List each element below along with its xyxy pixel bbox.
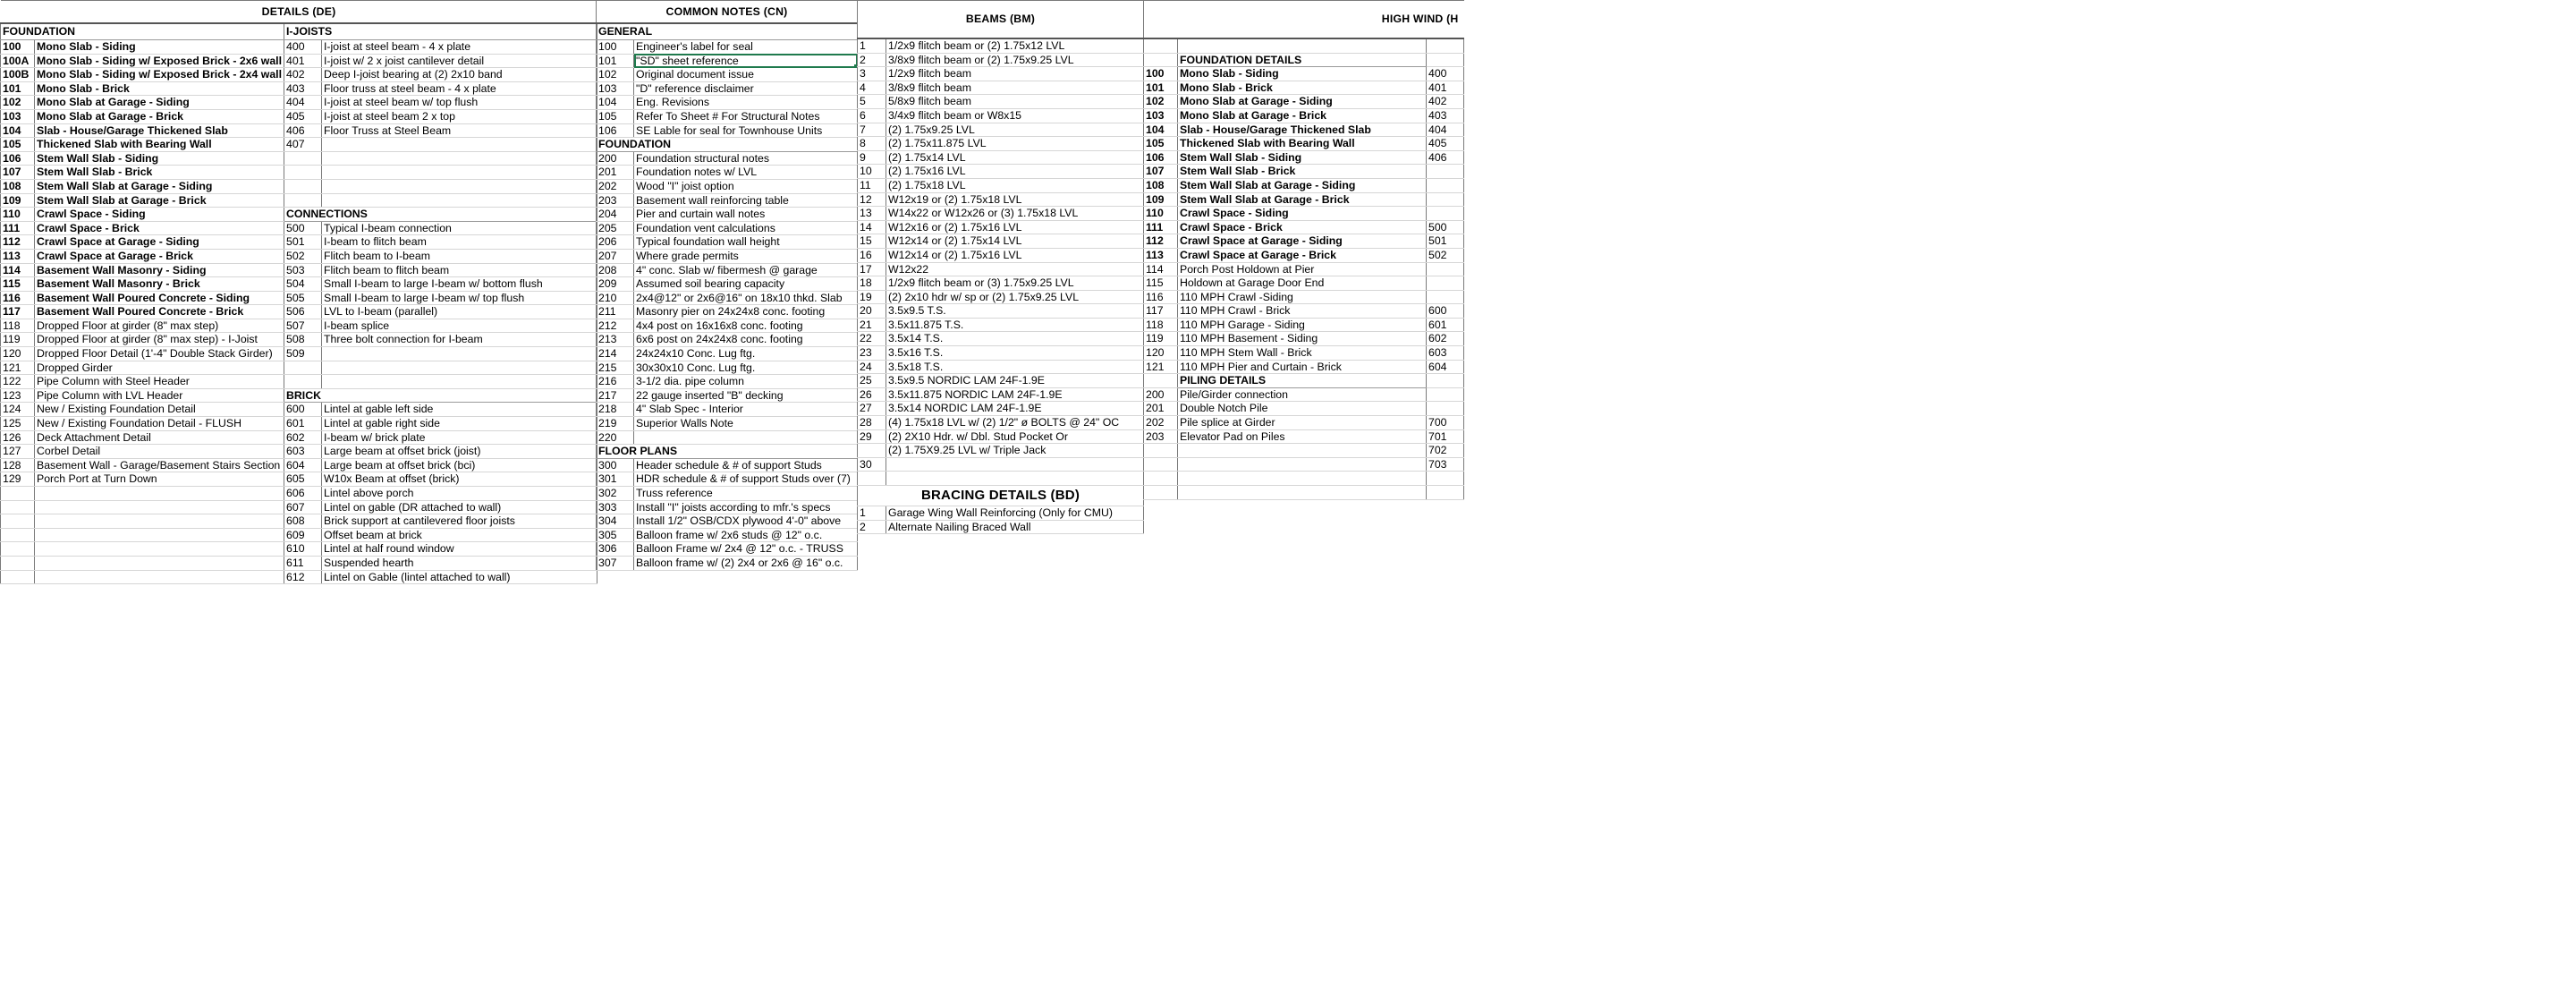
table-row: 201 Foundation notes w/ LVL xyxy=(597,166,858,180)
table-row: 24 3.5x18 T.S. xyxy=(858,360,1144,374)
table-row: 9 (2) 1.75x14 LVL xyxy=(858,150,1144,165)
table-row: 8 (2) 1.75x11.875 LVL xyxy=(858,137,1144,151)
table-row: 110 Crawl Space - Siding xyxy=(1144,207,1464,221)
table-row: BRACING DETAILS (BD) xyxy=(858,486,1144,506)
details-foundation-header: FOUNDATION xyxy=(1,23,284,40)
table-row: 609 Offset beam at brick xyxy=(1,528,597,542)
table-row: 120 Dropped Floor Detail (1'-4" Double Stack Girder) 509 xyxy=(1,347,597,361)
table-row: 109 Stem Wall Slab at Garage - Brick xyxy=(1,193,597,208)
table-row: PILING DETAILS xyxy=(1144,374,1464,388)
table-row: 302 Truss reference xyxy=(597,487,858,501)
table-row: 113 Crawl Space at Garage - Brick 502 Flitch beam to I-beam xyxy=(1,249,597,263)
table-row: 112 Crawl Space at Garage - Siding 501 I-beam to flitch beam xyxy=(1,235,597,250)
table-row: 126 Deck Attachment Detail 602 I-beam w/ brick plate xyxy=(1,430,597,445)
table-row: 101 Mono Slab - Brick 401 xyxy=(1144,81,1464,95)
table-row: 111 Crawl Space - Brick 500 Typical I-beam connection xyxy=(1,221,597,235)
table-row: 5 5/8x9 flitch beam xyxy=(858,95,1144,109)
table-row: 115 Holdown at Garage Door End xyxy=(1144,276,1464,291)
table-row: 106 Stem Wall Slab - Siding xyxy=(1,151,597,166)
table-row: 122 Pipe Column with Steel Header xyxy=(1,375,597,389)
beams-table xyxy=(857,0,1144,534)
table-row: 217 22 gauge inserted "B" decking xyxy=(597,388,858,403)
table-row: 100 Engineer's label for seal xyxy=(597,40,858,55)
details-column-group xyxy=(0,0,597,584)
table-row: 206 Typical foundation wall height xyxy=(597,235,858,250)
table-row: 200 Pile/Girder connection xyxy=(1144,387,1464,402)
table-row: 114 Basement Wall Masonry - Siding 503 Flitch beam to flitch beam xyxy=(1,263,597,277)
table-row: 1 Garage Wing Wall Reinforcing (Only for CMU) xyxy=(858,506,1144,521)
table-row: 218 4" Slab Spec - Interior xyxy=(597,403,858,417)
beams-column-group xyxy=(857,0,1144,534)
table-row: 102 Mono Slab at Garage - Siding 402 xyxy=(1144,95,1464,109)
table-row: 21 3.5x11.875 T.S. xyxy=(858,318,1144,332)
table-row: 306 Balloon Frame w/ 2x4 @ 12" o.c. - TRUSS xyxy=(597,542,858,557)
table-row: 27 3.5x14 NORDIC LAM 24F-1.9E xyxy=(858,402,1144,416)
table-row: 102 Original document issue xyxy=(597,68,858,82)
table-row: 220 xyxy=(597,430,858,445)
table-row: 100B Mono Slab - Siding w/ Exposed Brick - 2x4 wall 402 Deep I-joist bearing at (2) 2x10 band xyxy=(1,68,597,82)
table-row: 105 Refer To Sheet # For Structural Notes xyxy=(597,109,858,123)
table-row: 201 Double Notch Pile xyxy=(1144,402,1464,416)
bm-title-row xyxy=(858,1,1144,39)
details-section-header-row xyxy=(1,23,597,40)
cn-general-header: GENERAL xyxy=(597,23,858,40)
common-notes-column-group xyxy=(596,0,858,571)
table-row: 202 Pile splice at Girder 700 xyxy=(1144,416,1464,430)
table-row: 22 3.5x14 T.S. xyxy=(858,332,1144,346)
table-row: 103 "D" reference disclaimer xyxy=(597,81,858,96)
table-row xyxy=(858,472,1144,486)
table-row: 129 Porch Port at Turn Down 605 W10x Beam at offset (brick) xyxy=(1,472,597,487)
table-row: 29 (2) 2X10 Hdr. w/ Dbl. Stud Pocket Or xyxy=(858,429,1144,444)
beams-title: BEAMS (BM) xyxy=(858,1,1144,39)
table-row: 120 110 MPH Stem Wall - Brick 603 xyxy=(1144,346,1464,361)
beams-body xyxy=(858,38,1144,534)
table-row: 121 Dropped Girder xyxy=(1,361,597,375)
table-row: 300 Header schedule & # of support Studs xyxy=(597,458,858,472)
details-table xyxy=(0,0,597,584)
table-row: 209 Assumed soil bearing capacity xyxy=(597,277,858,292)
table-row: 11 (2) 1.75x18 LVL xyxy=(858,178,1144,192)
table-row: 118 110 MPH Garage - Siding 601 xyxy=(1144,318,1464,332)
table-row: 105 Thickened Slab with Bearing Wall 407 xyxy=(1,138,597,152)
table-row: 208 4" conc. Slab w/ fibermesh @ garage xyxy=(597,263,858,277)
common-notes-body xyxy=(597,40,858,571)
table-row: 204 Pier and curtain wall notes xyxy=(597,208,858,222)
table-row: 128 Basement Wall - Garage/Basement Stairs Section 604 Large beam at offset brick (bci) xyxy=(1,458,597,472)
table-row: 16 W12x14 or (2) 1.75x16 LVL xyxy=(858,248,1144,262)
table-row: 124 New / Existing Foundation Detail 600 Lintel at gable left side xyxy=(1,403,597,417)
table-row: 101 Mono Slab - Brick 403 Floor truss at steel beam - 4 x plate xyxy=(1,81,597,96)
table-row: 116 110 MPH Crawl -Siding xyxy=(1144,290,1464,304)
table-row: 210 2x4@12" or 2x6@16" on 18x10 thkd. Slab xyxy=(597,291,858,305)
table-row: 205 Foundation vent calculations xyxy=(597,221,858,235)
table-row: 608 Brick support at cantilevered floor joists xyxy=(1,514,597,529)
table-row: 15 W12x14 or (2) 1.75x14 LVL xyxy=(858,234,1144,249)
table-row: 127 Corbel Detail 603 Large beam at offset brick (joist) xyxy=(1,445,597,459)
table-row: 105 Thickened Slab with Bearing Wall 405 xyxy=(1144,137,1464,151)
table-row: 202 Wood "I" joist option xyxy=(597,179,858,193)
details-title: DETAILS (DE) xyxy=(1,1,597,24)
table-row: 125 New / Existing Foundation Detail - FLUSH 601 Lintel at gable right side xyxy=(1,417,597,431)
details-title-row xyxy=(1,1,597,24)
table-row: 304 Install 1/2" OSB/CDX plywood 4'-0" above xyxy=(597,514,858,529)
table-row: 104 Slab - House/Garage Thickened Slab 406 Floor Truss at Steel Beam xyxy=(1,123,597,138)
spacer-row xyxy=(1144,38,1464,53)
table-row: 2 Alternate Nailing Braced Wall xyxy=(858,520,1144,534)
table-row: 3 1/2x9 flitch beam xyxy=(858,67,1144,81)
table-row: 103 Mono Slab at Garage - Brick 405 I-joist at steel beam 2 x top xyxy=(1,109,597,123)
table-row: 115 Basement Wall Masonry - Brick 504 Small I-beam to large I-beam w/ bottom flush xyxy=(1,277,597,292)
table-row: 211 Masonry pier on 24x24x8 conc. footing xyxy=(597,305,858,319)
table-row: 112 Crawl Space at Garage - Siding 501 xyxy=(1144,234,1464,249)
hw-title-row xyxy=(1144,1,1464,39)
table-row: 13 W14x22 or W12x26 or (3) 1.75x18 LVL xyxy=(858,207,1144,221)
cn-title-row xyxy=(597,1,858,24)
table-row: 212 4x4 post on 16x16x8 conc. footing xyxy=(597,319,858,333)
table-row: 123 Pipe Column with LVL Header BRICK xyxy=(1,388,597,403)
table-row: 28 (4) 1.75x18 LVL w/ (2) 1/2" ø BOLTS @ 24" OC xyxy=(858,416,1144,430)
table-row: 116 Basement Wall Poured Concrete - Siding 505 Small I-beam to large I-beam w/ top flush xyxy=(1,291,597,305)
table-row: 215 30x30x10 Conc. Lug ftg. xyxy=(597,361,858,375)
table-row: 107 Stem Wall Slab - Brick xyxy=(1,166,597,180)
table-row: 611 Suspended hearth xyxy=(1,556,597,570)
table-row: 110 Crawl Space - Siding CONNECTIONS xyxy=(1,208,597,222)
table-row: 111 Crawl Space - Brick 500 xyxy=(1144,220,1464,234)
table-row: 104 Slab - House/Garage Thickened Slab 404 xyxy=(1144,123,1464,137)
table-row: 108 Stem Wall Slab at Garage - Siding xyxy=(1,179,597,193)
table-row: 100 Mono Slab - Siding 400 I-joist at steel beam - 4 x plate xyxy=(1,40,597,55)
table-row: 612 Lintel on Gable (lintel attached to wall) xyxy=(1,570,597,584)
table-row: 4 3/8x9 flitch beam xyxy=(858,81,1144,95)
details-body xyxy=(1,40,597,584)
table-row: 606 Lintel above porch xyxy=(1,487,597,501)
table-row: 303 Install "I" joists according to mfr.'s specs xyxy=(597,500,858,514)
table-row: 114 Porch Post Holdown at Pier xyxy=(1144,262,1464,276)
table-row: 607 Lintel on gable (DR attached to wall) xyxy=(1,500,597,514)
table-row: 117 110 MPH Crawl - Brick 600 xyxy=(1144,304,1464,319)
table-row: 19 (2) 2x10 hdr w/ sp or (2) 1.75x9.25 LVL xyxy=(858,290,1144,304)
table-row: 214 24x24x10 Conc. Lug ftg. xyxy=(597,347,858,361)
high-wind-column-group xyxy=(1143,0,1464,500)
table-row: FLOOR PLANS xyxy=(597,445,858,459)
table-row: 12 W12x19 or (2) 1.75x18 LVL xyxy=(858,192,1144,207)
table-row: 101 "SD" sheet reference xyxy=(597,54,858,68)
table-row: 106 SE Lable for seal for Townhouse Units xyxy=(597,123,858,138)
table-row: 100A Mono Slab - Siding w/ Exposed Brick - 2x6 wall 401 I-joist w/ 2 x joist cantilever detail xyxy=(1,54,597,68)
table-row: 30 xyxy=(858,457,1144,472)
table-row: 200 Foundation structural notes xyxy=(597,151,858,166)
table-row: 20 3.5x9.5 T.S. xyxy=(858,304,1144,319)
table-row: 7 (2) 1.75x9.25 LVL xyxy=(858,123,1144,137)
high-wind-table xyxy=(1143,0,1464,500)
table-row: (2) 1.75X9.25 LVL w/ Triple Jack xyxy=(858,444,1144,458)
table-row: 108 Stem Wall Slab at Garage - Siding xyxy=(1144,178,1464,192)
table-row: 702 xyxy=(1144,444,1464,458)
cn-general-header-row xyxy=(597,23,858,40)
table-row: 14 W12x16 or (2) 1.75x16 LVL xyxy=(858,220,1144,234)
table-row: 203 Basement wall reinforcing table xyxy=(597,193,858,208)
table-row: 203 Elevator Pad on Piles 701 xyxy=(1144,429,1464,444)
table-row: 305 Balloon frame w/ 2x6 studs @ 12" o.c. xyxy=(597,528,858,542)
table-row xyxy=(1144,472,1464,486)
high-wind-body xyxy=(1144,38,1464,499)
table-row: 216 3-1/2 dia. pipe column xyxy=(597,375,858,389)
table-row: 207 Where grade permits xyxy=(597,249,858,263)
table-row: 26 3.5x11.875 NORDIC LAM 24F-1.9E xyxy=(858,387,1144,402)
table-row: 100 Mono Slab - Siding 400 xyxy=(1144,67,1464,81)
high-wind-title: HIGH WIND (H xyxy=(1144,1,1464,39)
table-row: 219 Superior Walls Note xyxy=(597,417,858,431)
table-row: 18 1/2x9 flitch beam or (3) 1.75x9.25 LVL xyxy=(858,276,1144,291)
table-row: 103 Mono Slab at Garage - Brick 403 xyxy=(1144,108,1464,123)
table-row: 213 6x6 post on 24x24x8 conc. footing xyxy=(597,333,858,347)
table-row: 307 Balloon frame w/ (2) 2x4 or 2x6 @ 16" o.c. xyxy=(597,556,858,570)
table-row: 118 Dropped Floor at girder (8" max step) 507 I-beam splice xyxy=(1,319,597,333)
table-row: 117 Basement Wall Poured Concrete - Brick 506 LVL to I-beam (parallel) xyxy=(1,305,597,319)
table-row: 23 3.5x16 T.S. xyxy=(858,346,1144,361)
table-row: 25 3.5x9.5 NORDIC LAM 24F-1.9E xyxy=(858,374,1144,388)
table-row xyxy=(1144,486,1464,500)
table-row: 102 Mono Slab at Garage - Siding 404 I-joist at steel beam w/ top flush xyxy=(1,96,597,110)
table-row: 119 110 MPH Basement - Siding 602 xyxy=(1144,332,1464,346)
table-row: 104 Eng. Revisions xyxy=(597,96,858,110)
table-row: 10 (2) 1.75x16 LVL xyxy=(858,165,1144,179)
common-notes-table xyxy=(596,0,858,571)
ijoists-header: I-JOISTS xyxy=(284,23,597,40)
table-row: 106 Stem Wall Slab - Siding 406 xyxy=(1144,150,1464,165)
table-row: 107 Stem Wall Slab - Brick xyxy=(1144,165,1464,179)
table-row: 113 Crawl Space at Garage - Brick 502 xyxy=(1144,248,1464,262)
table-row: 301 HDR schedule & # of support Studs over (7) xyxy=(597,472,858,487)
table-row: 119 Dropped Floor at girder (8" max step) - I-Joist 508 Three bolt connection for I-beam xyxy=(1,333,597,347)
table-row: 703 xyxy=(1144,457,1464,472)
hw-foundation-details-header-row: FOUNDATION DETAILS xyxy=(1144,53,1464,67)
common-notes-title: COMMON NOTES (CN) xyxy=(597,1,858,24)
table-row: 109 Stem Wall Slab at Garage - Brick xyxy=(1144,192,1464,207)
table-row: 17 W12x22 xyxy=(858,262,1144,276)
table-row: FOUNDATION xyxy=(597,138,858,152)
table-row: 121 110 MPH Pier and Curtain - Brick 604 xyxy=(1144,360,1464,374)
table-row: 610 Lintel at half round window xyxy=(1,542,597,557)
table-row: 6 3/4x9 flitch beam or W8x15 xyxy=(858,108,1144,123)
table-row: 1 1/2x9 flitch beam or (2) 1.75x12 LVL xyxy=(858,38,1144,53)
table-row: 2 3/8x9 flitch beam or (2) 1.75x9.25 LVL xyxy=(858,53,1144,67)
